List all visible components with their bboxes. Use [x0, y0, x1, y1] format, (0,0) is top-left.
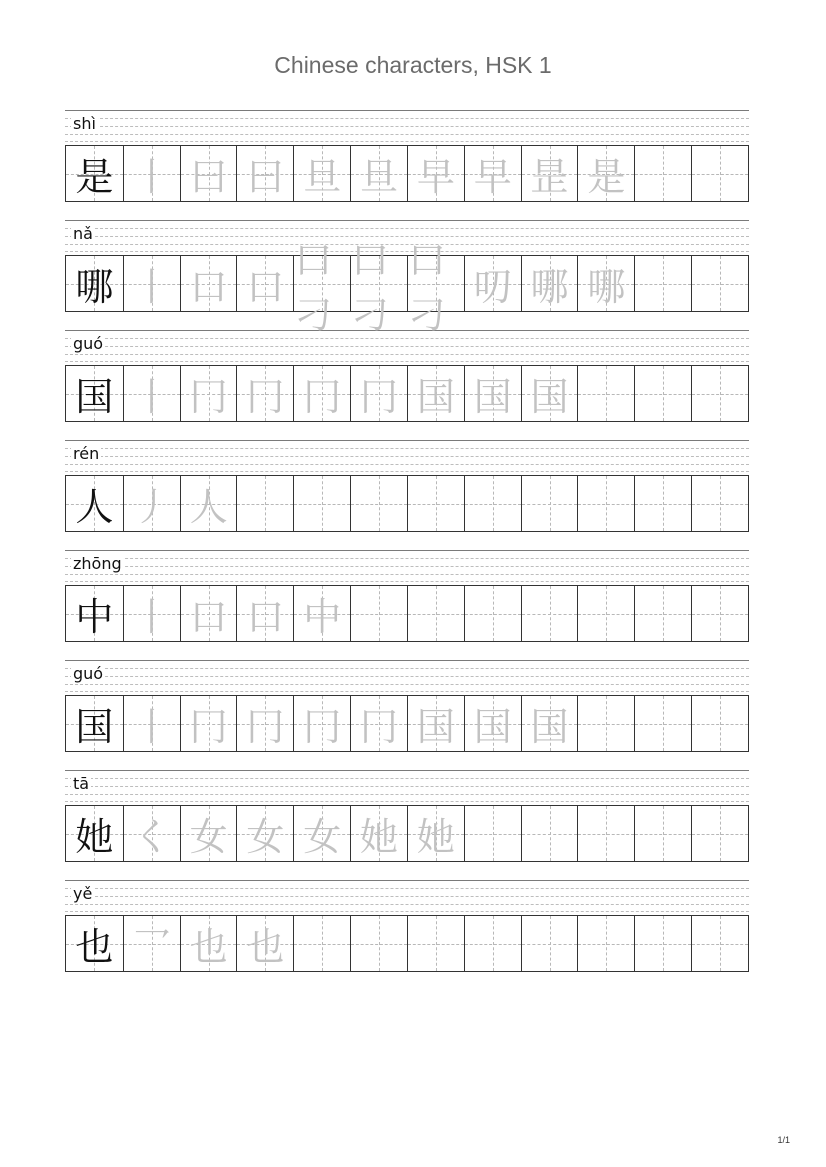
- trace-character: 口: [246, 595, 285, 639]
- empty-practice-cell[interactable]: [691, 586, 748, 641]
- model-character: 中: [75, 595, 114, 639]
- trace-cell[interactable]: [464, 696, 521, 751]
- trace-character: 叨: [473, 265, 512, 309]
- trace-cell[interactable]: [180, 146, 237, 201]
- trace-cell[interactable]: [293, 366, 350, 421]
- guide-line: [65, 464, 749, 465]
- trace-cell[interactable]: [521, 146, 578, 201]
- trace-cell[interactable]: [293, 146, 350, 201]
- character-grid: [65, 365, 749, 422]
- model-character-cell[interactable]: [66, 256, 123, 311]
- trace-cell[interactable]: [407, 696, 464, 751]
- guide-line: [65, 581, 749, 582]
- empty-practice-cell[interactable]: [691, 806, 748, 861]
- trace-cell[interactable]: [407, 237, 464, 337]
- empty-practice-cell[interactable]: [634, 806, 691, 861]
- guide-line: [65, 141, 749, 142]
- empty-practice-cell[interactable]: [691, 476, 748, 531]
- trace-character: 丨: [132, 265, 171, 309]
- trace-character: 国: [473, 375, 512, 419]
- guide-line: [65, 684, 749, 685]
- trace-cell[interactable]: [123, 586, 180, 641]
- trace-character: 女: [189, 815, 228, 859]
- empty-practice-cell[interactable]: [577, 586, 634, 641]
- empty-practice-cell[interactable]: [350, 476, 407, 531]
- trace-character: 国: [416, 375, 455, 419]
- trace-cell[interactable]: [407, 366, 464, 421]
- guide-line: [65, 134, 749, 135]
- trace-character: 是: [587, 155, 626, 199]
- trace-character: 女: [246, 815, 285, 859]
- guide-line: [65, 346, 749, 347]
- trace-character: 早: [473, 155, 512, 199]
- trace-character: 口刁: [407, 237, 446, 337]
- trace-cell[interactable]: [236, 806, 293, 861]
- pinyin-label: guó: [73, 334, 104, 353]
- guide-line: [65, 911, 749, 912]
- trace-character: 口: [189, 265, 228, 309]
- trace-cell[interactable]: [236, 366, 293, 421]
- pinyin-lines: [65, 770, 749, 800]
- trace-character: 女: [303, 815, 342, 859]
- trace-cell[interactable]: [407, 146, 464, 201]
- trace-character: 也: [246, 925, 285, 969]
- model-character-cell[interactable]: [66, 916, 123, 971]
- trace-character: 她: [360, 815, 399, 859]
- trace-character: 口刁: [351, 237, 390, 337]
- guide-line: [65, 660, 749, 661]
- page-title: Chinese characters, HSK 1: [274, 52, 552, 78]
- guide-line: [65, 778, 749, 779]
- trace-character: 口: [189, 595, 228, 639]
- trace-character: 冂: [360, 375, 399, 419]
- model-character: 也: [75, 925, 114, 969]
- empty-practice-cell[interactable]: [634, 916, 691, 971]
- practice-row: [65, 880, 749, 972]
- trace-cell[interactable]: [350, 146, 407, 201]
- character-grid: [65, 475, 749, 532]
- trace-character: 冂: [246, 375, 285, 419]
- trace-cell[interactable]: [236, 256, 293, 311]
- trace-character: 冂: [360, 705, 399, 749]
- empty-practice-cell[interactable]: [521, 806, 578, 861]
- trace-character: く: [132, 815, 171, 859]
- trace-character: 曰: [189, 155, 228, 199]
- practice-row: [65, 220, 749, 337]
- empty-practice-cell[interactable]: [634, 256, 691, 311]
- pinyin-lines: [65, 440, 749, 470]
- empty-practice-cell[interactable]: [464, 476, 521, 531]
- guide-line: [65, 904, 749, 905]
- trace-cell[interactable]: [236, 696, 293, 751]
- trace-character: 昰: [530, 155, 569, 199]
- pinyin-lines: [65, 550, 749, 580]
- practice-row: [65, 770, 749, 862]
- empty-practice-cell[interactable]: [691, 146, 748, 201]
- model-character-cell[interactable]: [66, 696, 123, 751]
- character-grid: [65, 915, 749, 972]
- trace-character: 哪: [587, 265, 626, 309]
- trace-character: 丨: [132, 375, 171, 419]
- guide-line: [65, 668, 749, 669]
- pinyin-lines: [65, 880, 749, 910]
- trace-cell[interactable]: [123, 256, 180, 311]
- trace-cell[interactable]: [350, 237, 407, 337]
- empty-practice-cell[interactable]: [634, 586, 691, 641]
- empty-practice-cell[interactable]: [464, 916, 521, 971]
- guide-line: [65, 456, 749, 457]
- model-character-cell[interactable]: [66, 806, 123, 861]
- empty-practice-cell[interactable]: [464, 806, 521, 861]
- trace-character: 丨: [132, 155, 171, 199]
- empty-practice-cell[interactable]: [293, 476, 350, 531]
- guide-line: [65, 896, 749, 897]
- page-number: 1/1: [777, 1135, 790, 1145]
- practice-row: [65, 110, 749, 202]
- pinyin-label: guó: [73, 664, 104, 683]
- trace-character: 丨: [132, 595, 171, 639]
- empty-practice-cell[interactable]: [350, 586, 407, 641]
- trace-cell[interactable]: [521, 696, 578, 751]
- empty-practice-cell[interactable]: [634, 476, 691, 531]
- trace-character: 国: [530, 375, 569, 419]
- trace-character: 冂: [189, 375, 228, 419]
- character-grid: [65, 805, 749, 862]
- pinyin-lines: [65, 110, 749, 140]
- trace-character: 口: [246, 265, 285, 309]
- trace-cell[interactable]: [350, 366, 407, 421]
- model-character-cell[interactable]: [66, 366, 123, 421]
- model-character-cell[interactable]: [66, 146, 123, 201]
- character-grid: [65, 237, 749, 337]
- character-grid: [65, 145, 749, 202]
- trace-cell[interactable]: [293, 237, 350, 337]
- empty-practice-cell[interactable]: [464, 586, 521, 641]
- empty-practice-cell[interactable]: [577, 806, 634, 861]
- trace-cell[interactable]: [180, 366, 237, 421]
- empty-practice-cell[interactable]: [521, 476, 578, 531]
- trace-cell[interactable]: [577, 256, 634, 311]
- empty-practice-cell[interactable]: [293, 916, 350, 971]
- guide-line: [65, 794, 749, 795]
- guide-line: [65, 558, 749, 559]
- empty-practice-cell[interactable]: [634, 696, 691, 751]
- trace-cell[interactable]: [180, 806, 237, 861]
- guide-line: [65, 354, 749, 355]
- trace-character: 口刁: [294, 237, 333, 337]
- trace-character: 冂: [246, 705, 285, 749]
- empty-practice-cell[interactable]: [577, 916, 634, 971]
- trace-cell[interactable]: [180, 696, 237, 751]
- empty-practice-cell[interactable]: [236, 476, 293, 531]
- pinyin-label: shì: [73, 114, 96, 133]
- trace-character: 冂: [303, 705, 342, 749]
- trace-cell[interactable]: [180, 916, 237, 971]
- practice-row: [65, 550, 749, 642]
- trace-cell[interactable]: [180, 256, 237, 311]
- model-character: 她: [75, 815, 114, 859]
- trace-cell[interactable]: [236, 586, 293, 641]
- empty-practice-cell[interactable]: [521, 916, 578, 971]
- guide-line: [65, 220, 749, 221]
- empty-practice-cell[interactable]: [577, 366, 634, 421]
- trace-cell[interactable]: [123, 916, 180, 971]
- empty-practice-cell[interactable]: [691, 696, 748, 751]
- pinyin-label: rén: [73, 444, 100, 463]
- trace-cell[interactable]: [236, 916, 293, 971]
- trace-cell[interactable]: [123, 806, 180, 861]
- guide-line: [65, 786, 749, 787]
- trace-character: 国: [473, 705, 512, 749]
- trace-cell[interactable]: [293, 696, 350, 751]
- model-character: 是: [75, 155, 114, 199]
- guide-line: [65, 440, 749, 441]
- trace-character: 她: [416, 815, 455, 859]
- guide-line: [65, 550, 749, 551]
- trace-cell[interactable]: [521, 256, 578, 311]
- trace-character: 丨: [132, 705, 171, 749]
- trace-cell[interactable]: [464, 366, 521, 421]
- guide-line: [65, 801, 749, 802]
- guide-line: [65, 574, 749, 575]
- empty-practice-cell[interactable]: [577, 696, 634, 751]
- guide-line: [65, 888, 749, 889]
- trace-character: 国: [416, 705, 455, 749]
- empty-practice-cell[interactable]: [407, 476, 464, 531]
- trace-character: 旦: [303, 155, 342, 199]
- trace-character: 冂: [189, 705, 228, 749]
- empty-practice-cell[interactable]: [691, 916, 748, 971]
- trace-character: 哪: [530, 265, 569, 309]
- pinyin-lines: [65, 660, 749, 690]
- trace-cell[interactable]: [293, 586, 350, 641]
- trace-character: 人: [189, 485, 228, 529]
- trace-character: 中: [303, 595, 342, 639]
- empty-practice-cell[interactable]: [350, 916, 407, 971]
- pinyin-label: tā: [73, 774, 90, 793]
- trace-cell[interactable]: [464, 146, 521, 201]
- empty-practice-cell[interactable]: [691, 366, 748, 421]
- empty-practice-cell[interactable]: [521, 586, 578, 641]
- trace-cell[interactable]: [123, 366, 180, 421]
- trace-cell[interactable]: [123, 146, 180, 201]
- trace-character: 冂: [303, 375, 342, 419]
- trace-cell[interactable]: [464, 256, 521, 311]
- trace-cell[interactable]: [350, 806, 407, 861]
- model-character-cell[interactable]: [66, 586, 123, 641]
- trace-cell[interactable]: [293, 806, 350, 861]
- practice-row: [65, 440, 749, 532]
- empty-practice-cell[interactable]: [407, 916, 464, 971]
- trace-character: 乛: [132, 925, 171, 969]
- trace-cell[interactable]: [180, 586, 237, 641]
- guide-line: [65, 691, 749, 692]
- trace-cell[interactable]: [123, 476, 180, 531]
- trace-cell[interactable]: [236, 146, 293, 201]
- trace-cell[interactable]: [521, 366, 578, 421]
- model-character-cell[interactable]: [66, 476, 123, 531]
- guide-line: [65, 361, 749, 362]
- model-character: 哪: [75, 265, 114, 309]
- guide-line: [65, 126, 749, 127]
- pinyin-label: zhōng: [73, 554, 122, 573]
- pinyin-label: yě: [73, 884, 93, 903]
- guide-line: [65, 471, 749, 472]
- pinyin-label: nǎ: [73, 224, 93, 243]
- trace-character: 国: [530, 705, 569, 749]
- empty-practice-cell[interactable]: [407, 586, 464, 641]
- trace-character: 丿: [132, 485, 171, 529]
- trace-cell[interactable]: [180, 476, 237, 531]
- practice-row: [65, 330, 749, 422]
- guide-line: [65, 448, 749, 449]
- empty-practice-cell[interactable]: [634, 146, 691, 201]
- empty-practice-cell[interactable]: [634, 366, 691, 421]
- guide-line: [65, 566, 749, 567]
- trace-character: 曰: [246, 155, 285, 199]
- model-character: 人: [75, 485, 114, 529]
- empty-practice-cell[interactable]: [691, 256, 748, 311]
- guide-line: [65, 770, 749, 771]
- model-character: 国: [75, 375, 114, 419]
- guide-line: [65, 110, 749, 111]
- character-grid: [65, 585, 749, 642]
- trace-cell[interactable]: [123, 696, 180, 751]
- empty-practice-cell[interactable]: [577, 476, 634, 531]
- trace-cell[interactable]: [350, 696, 407, 751]
- character-grid: [65, 695, 749, 752]
- trace-cell[interactable]: [407, 806, 464, 861]
- guide-line: [65, 118, 749, 119]
- trace-character: 也: [189, 925, 228, 969]
- trace-character: 早: [416, 155, 455, 199]
- model-character: 国: [75, 705, 114, 749]
- trace-cell[interactable]: [577, 146, 634, 201]
- guide-line: [65, 880, 749, 881]
- trace-character: 旦: [360, 155, 399, 199]
- guide-line: [65, 676, 749, 677]
- practice-row: [65, 660, 749, 752]
